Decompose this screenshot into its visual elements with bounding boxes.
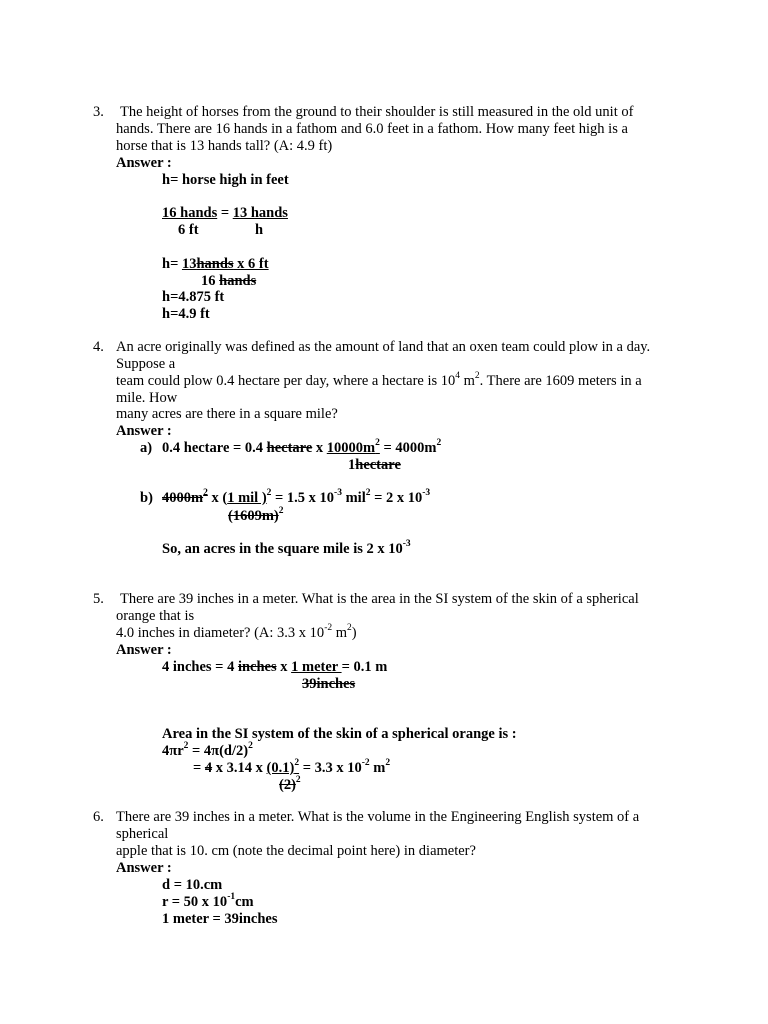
text: m (332, 625, 348, 641)
question-text-line: apple that is 10. cm (note the decimal point here) in diameter? (116, 843, 476, 859)
exponent: -1 (227, 892, 236, 903)
cancelled-unit: hectare (355, 457, 401, 473)
exponent: 2 (278, 506, 284, 517)
fraction-denominator (279, 777, 301, 794)
answer-label: Answer : (116, 860, 172, 876)
exponent: 2 (248, 741, 253, 752)
cancelled-term: 4 (204, 760, 213, 776)
question-text-line: horse that is 13 hands tall? (A: 4.9 ft) (116, 138, 333, 154)
fraction-numerator: 1 meter (291, 659, 342, 675)
text: team could plow 0.4 hectare per day, where a hectare is 10 (116, 373, 456, 389)
exponent: 2 (436, 438, 442, 449)
ratio-denominator: 6 ft (178, 222, 199, 238)
question-text-line: orange that is (116, 608, 195, 624)
result-line: h=4.875 ft (162, 289, 225, 305)
area-formula (162, 743, 253, 760)
question-text-line: There are 39 inches in a meter. What is the volume in the Engineering English system of a (116, 809, 640, 825)
exponent: 2 (347, 623, 352, 634)
fraction-numerator (267, 760, 300, 776)
exponent: 2 (266, 488, 272, 499)
text: 4πr (162, 743, 184, 759)
question-text-line: mile. How (116, 390, 178, 406)
text: 10000m (326, 440, 376, 456)
equals-sign: = (217, 205, 233, 221)
cancelled-term: (2) (279, 777, 296, 793)
cancelled-term: (1609m) (228, 508, 279, 524)
ratio-equation (162, 205, 288, 222)
exponent: 2 (375, 438, 380, 449)
answer-label: Answer : (116, 423, 172, 439)
answer-label: Answer : (116, 642, 172, 658)
cancelled-unit: hands (196, 256, 234, 272)
cancelled-term (162, 490, 208, 506)
conversion-equation (162, 659, 387, 676)
area-heading: Area in the SI system of the skin of a spherical orange is : (162, 726, 517, 742)
exponent: 2 (385, 758, 391, 769)
text: = 1.5 x 10 (271, 490, 335, 506)
question-text-line (116, 625, 357, 642)
text: x (276, 659, 292, 675)
text: = 3.3 x 10 (299, 760, 362, 776)
part-a-label: a) (140, 440, 153, 456)
conclusion-line (162, 541, 411, 558)
part-a-equation (162, 440, 441, 457)
text: = 0.1 m (341, 659, 388, 675)
text: m (369, 760, 386, 776)
question-text-line: spherical (116, 826, 169, 842)
text: x ( (207, 490, 228, 506)
fraction-denominator: 39inches (302, 676, 356, 692)
ratio-numerator: 13 hands (232, 205, 288, 221)
fraction-denominator (228, 508, 284, 525)
exponent: 2 (295, 775, 301, 786)
cancelled-unit: hands (219, 273, 257, 289)
question-number: 4. (93, 339, 104, 355)
text: m (460, 373, 475, 389)
definition-line: h= horse high in feet (162, 172, 289, 188)
text: = (193, 760, 205, 776)
question-text-line: hands. There are 16 hands in a fathom and 6.0 feet in a fathom. How many feet high is a (116, 121, 628, 137)
ratio-denominator: h (255, 222, 264, 238)
number: x 6 ft (233, 256, 269, 272)
area-calculation (193, 760, 390, 777)
number: 13 (181, 256, 197, 272)
question-text-line: Suppose a (116, 356, 176, 372)
exponent: -3 (334, 488, 342, 499)
part-b-equation (162, 490, 430, 507)
text: 4.0 inches in diameter? (A: 3.3 x 10 (116, 625, 325, 641)
text: So, an acres in the square mile is 2 x 10 (162, 541, 403, 557)
h-denominator (201, 273, 256, 290)
exponent: 2 (365, 488, 371, 499)
text: = 4π(d/2) (188, 743, 249, 759)
exponent: -2 (324, 623, 333, 634)
text: 4000m (162, 490, 204, 506)
part-b-label: b) (140, 490, 153, 506)
exponent: 2 (203, 488, 208, 499)
exponent: -2 (361, 758, 370, 769)
exponent: 4 (455, 371, 461, 382)
text: = 2 x 10 (370, 490, 423, 506)
h-numerator (182, 256, 269, 272)
question-number: 6. (93, 809, 104, 825)
question-number: 5. (93, 591, 104, 607)
ratio-numerator: 16 hands (162, 205, 218, 221)
exponent: 2 (183, 741, 189, 752)
text: 4 inches = (162, 659, 228, 675)
exponent: -3 (422, 488, 431, 499)
h-equation (162, 256, 269, 273)
text: r = 50 x 10 (162, 894, 228, 910)
text: . There are 1609 meters in a (479, 373, 642, 389)
exponent: 2 (294, 758, 300, 769)
question-text-line: There are 39 inches in a meter. What is the area in the SI system of the skin of a spherical (120, 591, 639, 607)
number: 16 (201, 273, 220, 289)
text: (0.1) (266, 760, 295, 776)
answer-label: Answer : (116, 155, 172, 171)
h-prefix: h= (162, 256, 182, 272)
text: ) (351, 625, 357, 641)
exponent: 2 (474, 371, 480, 382)
text: 0.4 hectare = 0.4 (162, 440, 267, 456)
question-text-line: many acres are there in a square mile? (116, 406, 338, 422)
question-number: 3. (93, 104, 104, 120)
text: x (312, 440, 327, 456)
fraction-numerator: 1 mil ) (227, 490, 267, 506)
text: cm (235, 894, 254, 910)
cancelled-unit: inches (237, 659, 277, 675)
question-text-line (116, 373, 642, 390)
fraction-numerator (327, 440, 380, 456)
question-text-line: The height of horses from the ground to their shoulder is still measured in the old unit of (120, 104, 634, 120)
exponent: -3 (402, 539, 411, 550)
text: x 3.14 x (212, 760, 267, 776)
number: 4 (227, 659, 238, 675)
diameter-line: d = 10.cm (162, 877, 223, 893)
number: 1 (348, 457, 356, 473)
meter-conversion-line: 1 meter = 39inches (162, 911, 278, 927)
cancelled-unit: hectare (266, 440, 313, 456)
radius-line (162, 894, 254, 911)
fraction-denominator (348, 457, 401, 474)
result-line: h=4.9 ft (162, 306, 210, 322)
question-text-line: An acre originally was defined as the amount of land that an oxen team could plow in a day. (116, 339, 651, 355)
text: mil (341, 490, 366, 506)
text: = 4000m (379, 440, 437, 456)
